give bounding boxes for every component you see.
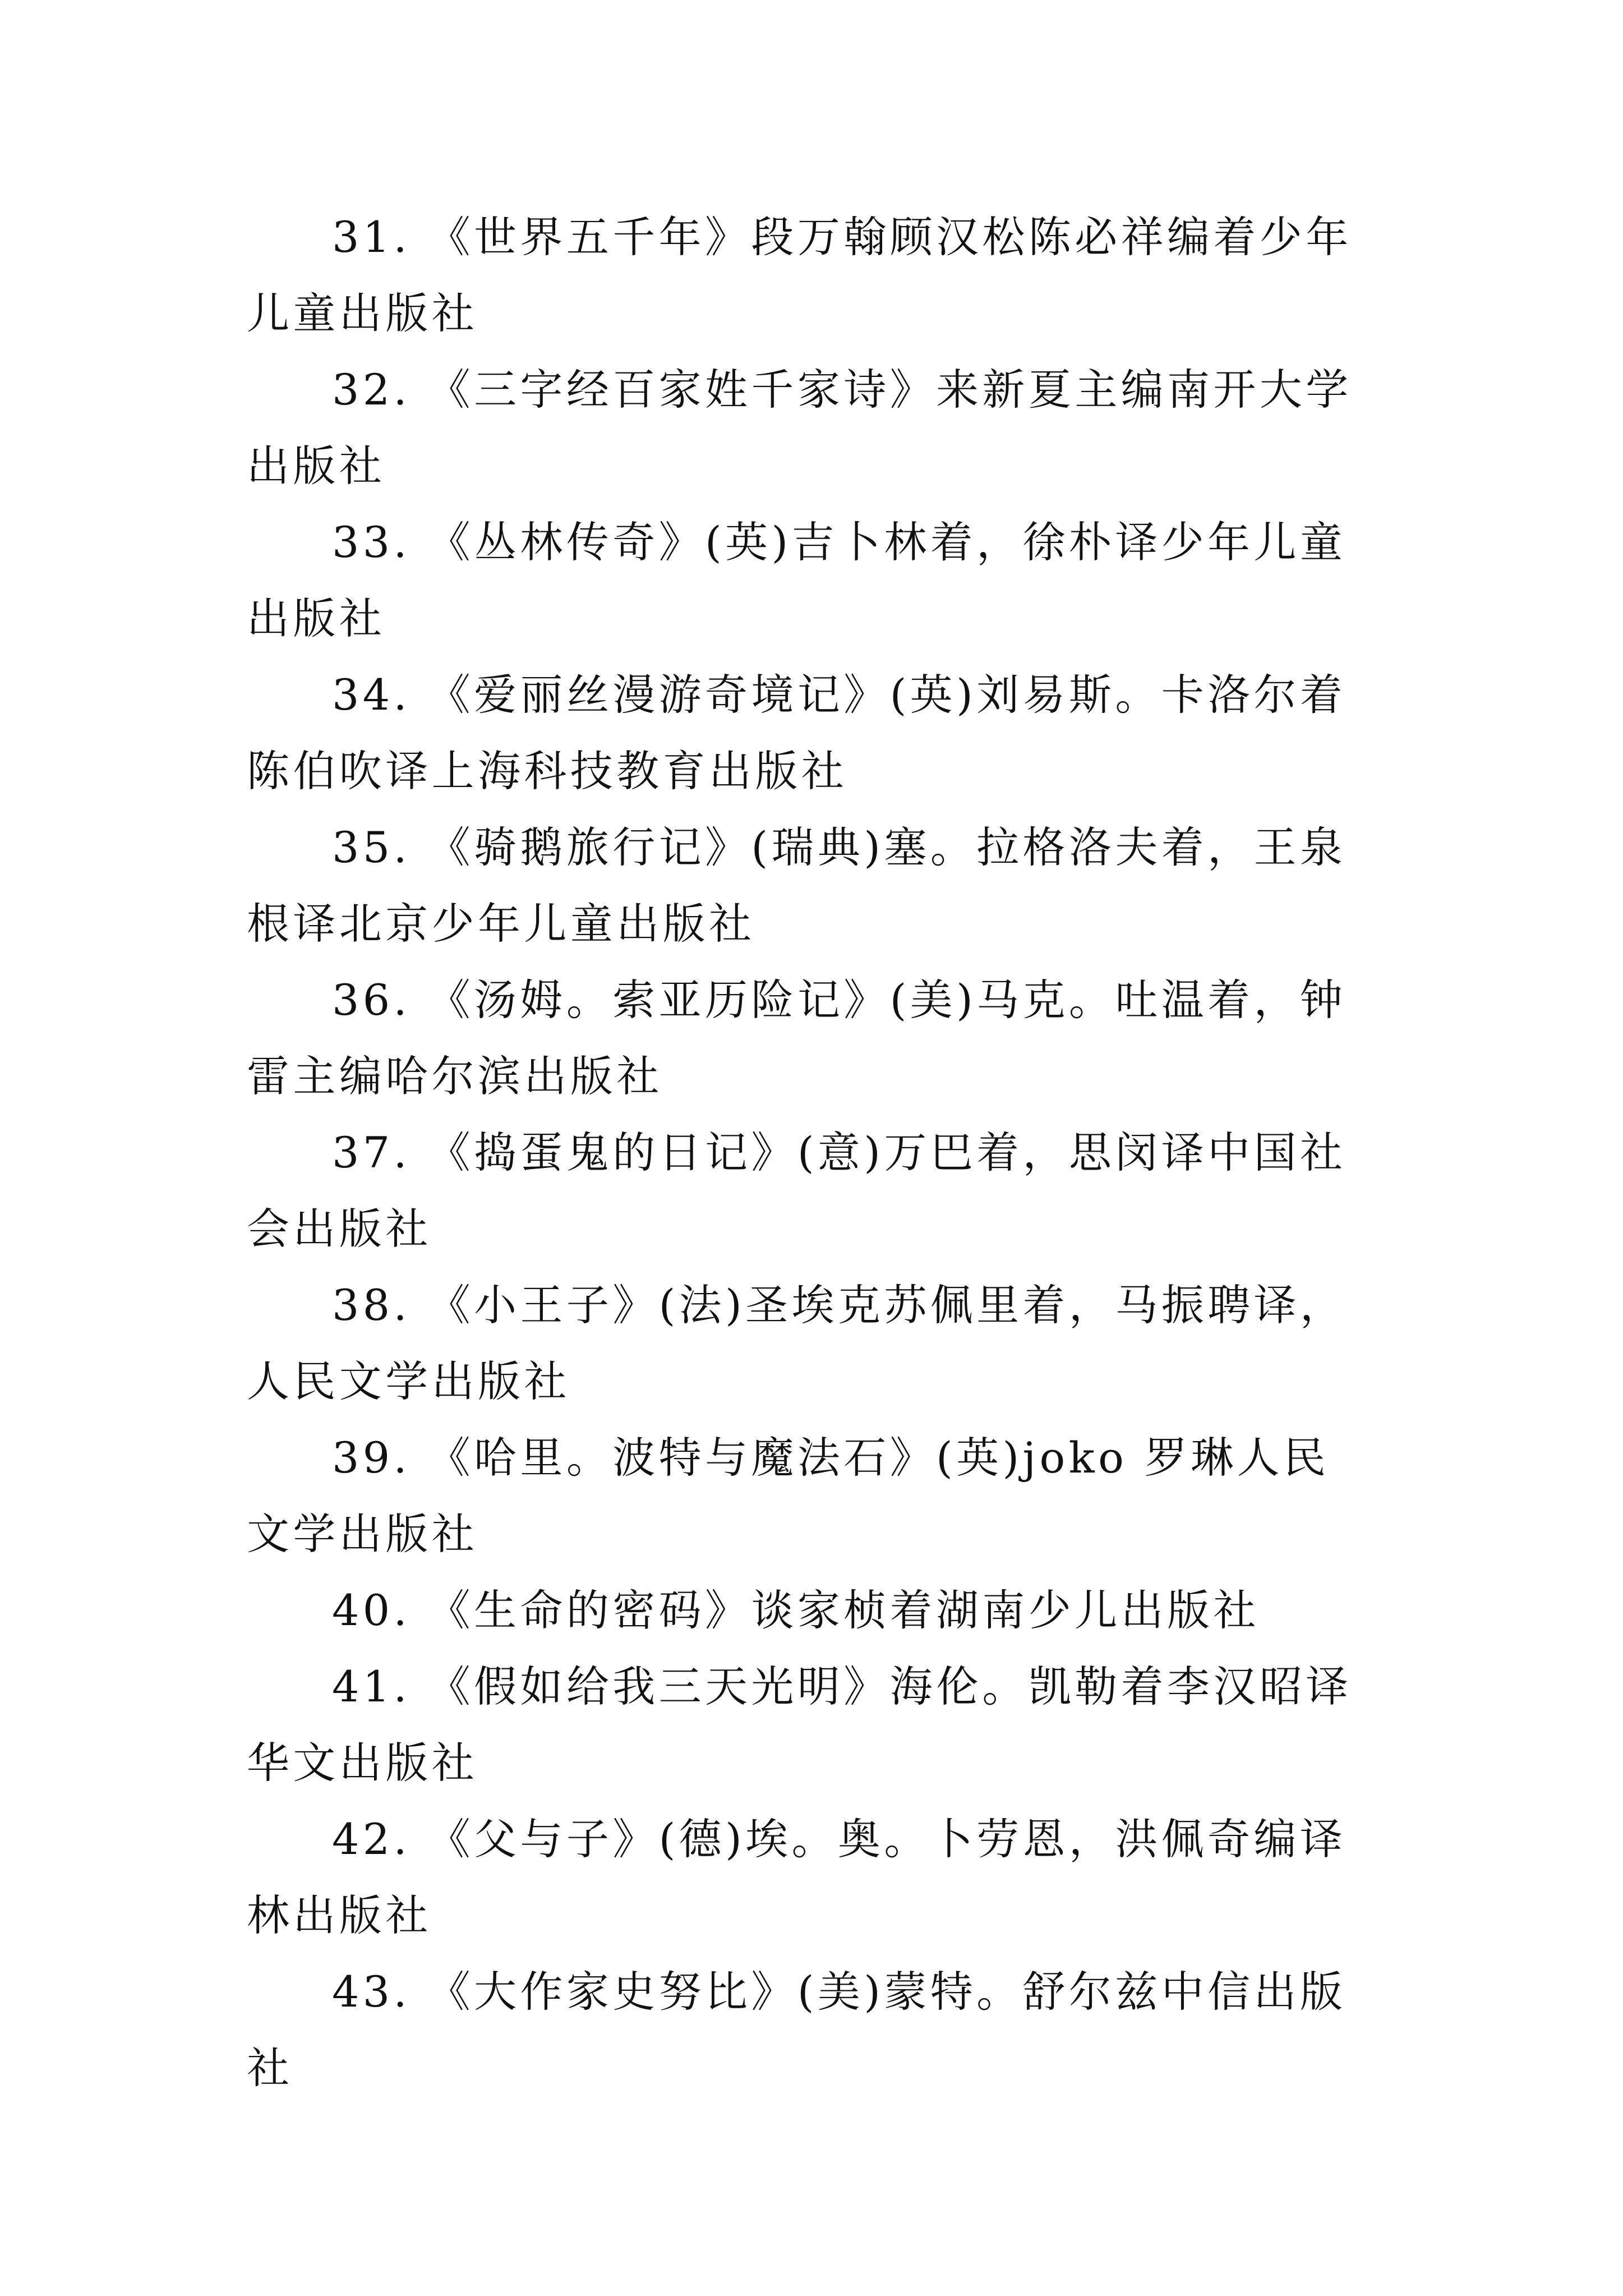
book-entry-31 [247,199,1368,352]
book-entry-text: 40. 《生命的密码》谈家桢着湖南少儿出版社 [332,1585,1260,1635]
book-entry-text: 35. 《骑鹅旅行记》(瑞典)塞。拉格洛夫着，王泉根译北京少年儿童出版社 [247,822,1347,949]
book-entry-text: 33. 《丛林传奇》(英)吉卜林着，徐朴译少年儿童出版社 [247,517,1347,643]
book-entry-text: 38. 《小王子》(法)圣埃克苏佩里着，马振聘译，人民文学出版社 [247,1280,1347,1406]
book-entry-34 [247,657,1368,809]
book-entry-text: 32. 《三字经百家姓千家诗》来新夏主编南开大学出版社 [247,365,1352,491]
book-entry-43 [247,1954,1368,2106]
book-entry-32 [247,352,1368,504]
book-entry-35 [247,809,1368,962]
book-entry-41 [247,1649,1368,1801]
book-entry-text: 31. 《世界五千年》段万翰顾汉松陈必祥编着少年儿童出版社 [247,212,1352,338]
book-entry-text: 43. 《大作家史努比》(美)蒙特。舒尔兹中信出版社 [247,1967,1347,2093]
book-entry-42 [247,1801,1368,1954]
book-entry-37 [247,1115,1368,1267]
book-entry-text: 34. 《爱丽丝漫游奇境记》(英)刘易斯。卡洛尔着陈伯吹译上海科技教育出版社 [247,670,1347,796]
book-entry-33 [247,504,1368,657]
book-entry-text: 37. 《捣蛋鬼的日记》(意)万巴着，思闵译中国社会出版社 [247,1128,1347,1254]
book-entry-text: 39. 《哈里。波特与魔法石》(英)joko 罗琳人民文学出版社 [247,1433,1330,1559]
book-entry-36 [247,962,1368,1115]
book-entry-39 [247,1420,1368,1572]
book-entry-text: 42. 《父与子》(德)埃。奥。卜劳恩，洪佩奇编译林出版社 [247,1814,1347,1940]
book-entry-38 [247,1267,1368,1420]
document-page [247,199,1368,2106]
book-entry-text: 36. 《汤姆。索亚历险记》(美)马克。吐温着，钟雷主编哈尔滨出版社 [247,975,1347,1101]
book-entry-40 [247,1572,1368,1649]
book-entry-text: 41. 《假如给我三天光明》海伦。凯勒着李汉昭译华文出版社 [247,1662,1352,1788]
